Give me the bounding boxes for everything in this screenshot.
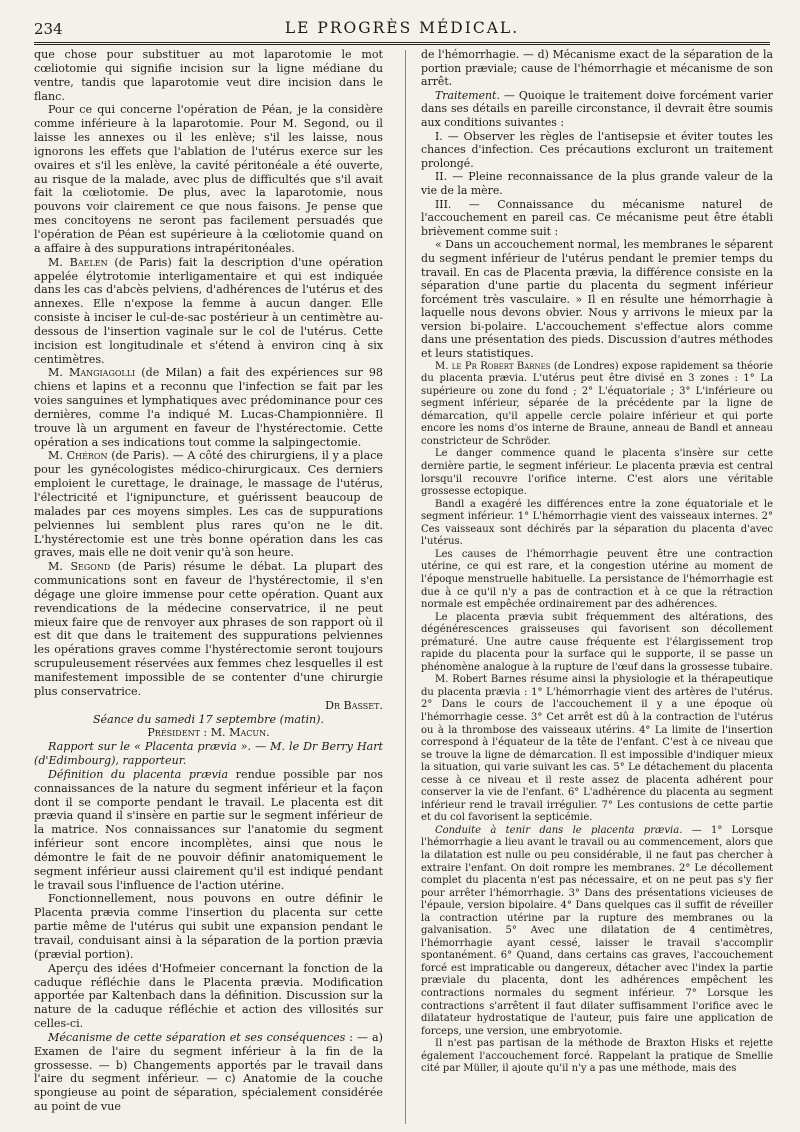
paragraph: Fonctionnellement, nous pouvons en outre définir le Placenta prævia comme l'insertion du placenta sur cette partie même de l'utérus qui subit une expansion pendant le travail, conduisant ainsi à la séparation de la portion prævia (prævial portion). xyxy=(34,892,383,961)
paragraph-text: (de Londres) expose rapidement sa théorie du placenta prævia. L'utérus peut être divisé en 3 zones : 1° La supérieure ou zone du fond ; 2° L'équatoriale ; 3° L'inférieure ou segment inférieur, séparée de la précédente par la ligne de démarcation, qu'il appelle cercle polaire inférieur et qui porte encore les noms d'os interne de Braune, anneau de Bandl et anneau constricteur de Schröder. xyxy=(421,360,773,447)
paragraph-text: (de Paris). — A côté des chirurgiens, il y a place pour les gynécologistes médico-chirurgicaux. Ces derniers emploient le curettage, le drainage, le massage de l'utérus, l'électricité et l'ignipuncture, et guérissent beaucoup de malades par ces moyens simples. Les cas de suppurations pelviennes lui semblent plus rares qu'on ne le dit. L'hystérectomie est une très bonne opération dans les cas graves, mais elle ne doit venir qu'à son heure. xyxy=(34,449,383,560)
section-lead: Mécanisme de cette séparation et ses conséquences xyxy=(48,1030,346,1044)
paragraph: « Dans un accouchement normal, les membranes le séparent du segment inférieur de l'utérus pendant le premier temps du travail. En cas de Placenta prævia, la différence consiste en la séparation d'une partie du placenta du segment inférieur forcément très vasculaire. » Il en résulte une hémorrhagie à laquelle nous devons obvier. Nous y arrivons le mieux par la version bi-polaire. L'accouchement s'effectue alors comme dans une présentation des pieds. Discussion d'autres méthodes et leurs statistiques. xyxy=(421,238,773,361)
paragraph-text: . — Quoique le traitement doive forcément varier dans ses détails en pareille circonstance, il devrait être soumis aux conditions suivantes : xyxy=(421,88,773,129)
paragraph xyxy=(34,366,383,449)
paragraph: que chose pour substituer au mot laparotomie le mot cœliotomie qui signifie incision sur la ligne médiane du ventre, tandis que laparotomie veut dire incision dans le flanc. xyxy=(34,48,383,103)
paragraph xyxy=(34,768,383,893)
paragraph: I. — Observer les règles de l'antisepsie et éviter toutes les chances d'infection. Ces précautions excluront un traitement prolongé. xyxy=(421,129,773,170)
paragraph xyxy=(421,361,773,449)
page-header xyxy=(34,18,770,42)
left-column xyxy=(34,48,383,1126)
section-lead: Conduite à tenir dans le placenta prævia xyxy=(435,824,680,836)
speaker-name: M. le Pr Robert Barnes xyxy=(435,360,551,372)
paragraph xyxy=(421,825,773,1038)
paragraph: M. Robert Barnes résume ainsi la physiologie et la thérapeutique du placenta prævia : 1° L'hémorrhagie vient des artères de l'utérus. 2° Dans le cours de l'accouchement il y a une époque où l'hémorrhagie cesse. 3° Cet arrêt est dû à la contraction de l'utérus ou à la thrombose des vaisseaux utérins. 4° La limite de l'insertion correspond à l'équateur de la tête de l'enfant. C'est à ce niveau que se trouve la ligne de démarcation. Il est impossible d'indiquer mieux la situation, qui varie suivant les cas. 5° Le détachement du placenta cesse à ce niveau et il reste assez de placenta adhérent pour conserver la vie de l'enfant. 6° L'adhérence du placenta au segment inférieur rend le travail irrégulier. 7° Les contusions de cette partie et du col favorisent la septicémie. xyxy=(421,674,773,824)
section-lead: Définition du placenta prævia xyxy=(48,767,229,781)
paragraph: Les causes de l'hémorrhagie peuvent être une contraction utérine, ce qui est rare, et la congestion utérine au moment de l'époque menstruelle habituelle. La persistance de l'hémorrhagie est due à ce qu'il n'y a pas de contraction et à ce que la rétraction normale est empêchée ordinairement par des adhérences. xyxy=(421,548,773,611)
paragraph xyxy=(421,89,773,130)
paragraph: Aperçu des idées d'Hofmeier concernant la fonction de la caduque réfléchie dans le Placenta prævia. Modification apportée par Kaltenbach dans la définition. Discussion sur la nature de la caduque réfléchie et action des villosités sur celles-ci. xyxy=(34,961,383,1031)
page-number: 234 xyxy=(34,20,63,38)
report-title: Rapport sur le « Placenta prævia ». — M. le Dr Berry Hart (d'Edimbourg), rapporteur. xyxy=(34,740,383,768)
session-title: Séance du samedi 17 septembre (matin). xyxy=(92,712,325,726)
paragraph xyxy=(34,560,383,698)
paragraph-text: . — 1° Lorsque l'hémorrhagie a lieu avant le travail ou au commencement, alors que la dilatation est nulle ou peu considérable, il ne faut pas chercher à extraire l'enfant. On doit rompre les membranes. 2° Le décollement complet du placenta n'est pas nécessaire, et on ne peut pas s'y fier pour arrêter l'hémorrhagie. 3° Dans des présentations vicieuses de l'épaule, version bipolaire. 4° Dans quelques cas il suffit de réveiller la contraction utérine par la rupture des membranes ou la galvanisation. 5° Avec une dilatation de 4 centimètres, l'hémorrhagie ayant cessé, laisser le travail s'accomplir spontanément. 6° Quand, dans certains cas graves, l'accouchement forcé est impraticable ou dangereux, détacher avec l'index la partie præviale du placenta, dont les adhérences empêchent les contractions normales du segment inférieur. 7° Lorsque les contractions s'arrêtent il faut dilater suffisamment l'orifice avec le dilatateur hydrostatique de l'auteur, puis faire une application de forceps, une version, une embryotomie. xyxy=(421,824,773,1037)
paragraph xyxy=(34,1031,383,1114)
paragraph: Le danger commence quand le placenta s'insère sur cette dernière partie, le segment inférieur. Le placenta prævia est central lorsqu'il recouvre l'orifice interne. C'est alors une véritable grossesse ectopique. xyxy=(421,448,773,498)
column-divider xyxy=(405,50,406,1124)
speaker-name: M. Chéron xyxy=(48,449,108,463)
paragraph: Le placenta prævia subit fréquemment des altérations, des dégénérescences graisseuses qui favorisent son décollement prématuré. Une autre cause fréquente est l'élargissement trop rapide du placenta pour la surface qui le supporte, il se passe un phénomène analogue à la rupture de l'œuf dans la grossesse tubaire. xyxy=(421,611,773,673)
speaker-name: M. Segond xyxy=(48,560,111,574)
signature: Dr Basset. xyxy=(325,698,383,712)
paragraph xyxy=(34,449,383,560)
small-print-section xyxy=(421,361,773,1076)
paragraph: II. — Pleine reconnaissance de la plus grande valeur de la vie de la mère. xyxy=(421,170,773,197)
paragraph-text: (de Paris) résume le débat. La plupart des communications sont en faveur de l'hystérectomie, il s'en dégage une gloire immense pour cette opération. Quant aux revendications de la médecine conservatrice, il ne peut mieux faire que de renvoyer aux phrases de son rapport où il est dit que dans le traitement des suppurations pelviennes les opérations graves comme l'hystérectomie seront toujours scrupuleusement réservées aux femmes chez lesquelles il est manifestement impossible de se contenter d'une chirurgie plus conservatrice. xyxy=(34,560,383,698)
speaker-name: M. Baelen xyxy=(48,255,108,269)
right-column xyxy=(421,48,773,1126)
paragraph: III. — Connaissance du mécanisme naturel de l'accouchement en pareil cas. Ce mécanisme peut être établi brièvement comme suit : xyxy=(421,197,773,238)
journal-title: LE PROGRÈS MÉDICAL. xyxy=(284,19,520,37)
paragraph: Bandl a exagéré les différences entre la zone équatoriale et le segment inférieur. 1° L'hémorrhagie vient des vaisseaux internes. 2° Ces vaisseaux sont déchirés par la séparation du placenta d'avec l'utérus. xyxy=(421,498,773,548)
paragraph-text: : — a) Examen de l'aire du segment inférieur à la fin de la grossesse. — b) Changements apportés par le travail dans l'aire du segment inférieur. — c) Anatomie de la couche spongieuse au point de séparation, spécialement considérée au point de vue xyxy=(34,1030,383,1114)
speaker-name: M. Mangiagolli xyxy=(48,366,136,380)
section-lead: Traitement xyxy=(435,88,497,102)
session-president: Président : M. Macun. xyxy=(147,726,270,740)
paragraph xyxy=(34,256,383,367)
paragraph: Pour ce qui concerne l'opération de Péan, je la considère comme inférieure à la laparotomie. Pour M. Segond, ou il laisse les annexes ou il les enlève; s'il les laisse, nous ignorons les effets que l'ablation de l'utérus exerce sur les ovaires et s'il les enlève, la cavité péritonéale a été ouverte, au risque de la malade, avec plus de difficultés que s'il avait fait la cœliotomie. De plus, avec la laparotomie, nous pouvons voir clairement ce que nous faisons. Je pense que mes concitoyens ne seront pas facilement persuadés que l'opération de Péan est supérieure à la cœliotomie quand on a affaire à des suppurations intrapéritonéales. xyxy=(34,103,383,255)
paragraph: de l'hémorrhagie. — d) Mécanisme exact de la séparation de la portion præviale; cause de l'hémorrhagie et mécanisme de son arrêt. xyxy=(421,48,773,89)
paragraph-text: (de Paris) fait la description d'une opération appelée élytrotomie interligamentaire et qui est indiquée dans les cas d'abcès pelviens, d'adhérences de l'utérus et des annexes. Elle n'expose la femme à aucun danger. Elle consiste à inciser le cul-de-sac postérieur à un centimètre au-dessous de l'insertion vaginale sur le col de l'utérus. Cette incision est longitudinale et s'étend à environ cinq à six centimètres. xyxy=(34,255,383,366)
paragraph: Il n'est pas partisan de la méthode de Braxton Hisks et rejette également l'accouchement forcé. Rappelant la pratique de Smellie cité par Müller, il ajoute qu'il n'y a pas une méthode, mais des xyxy=(421,1038,773,1075)
paragraph-text: (de Milan) a fait des expériences sur 98 chiens et lapins et a reconnu que l'infection se fait par les voies sanguines et lymphatiques avec prédominance pour ces dernières, comme l'a indiqué M. Lucas-Championnière. Il trouve là un argument en faveur de l'hystérectomie. Cette opération a ses indications tout comme la salpingectomie. xyxy=(34,366,383,449)
paragraph-text: rendue possible par nos connaissances de la nature du segment inférieur et la façon dont il se comporte pendant le travail. Le placenta est dit prævia quand il s'insère en partie sur le segment inférieur de la matrice. Nos connaissances sur l'anatomie du segment inférieur sont encore incomplètes, ainsi que nous le démontre le fait de ne pouvoir définir anatomiquement le segment inférieur aussi clairement qu'il est indiqué pendant le travail sous l'influence de l'action utérine. xyxy=(34,767,383,892)
